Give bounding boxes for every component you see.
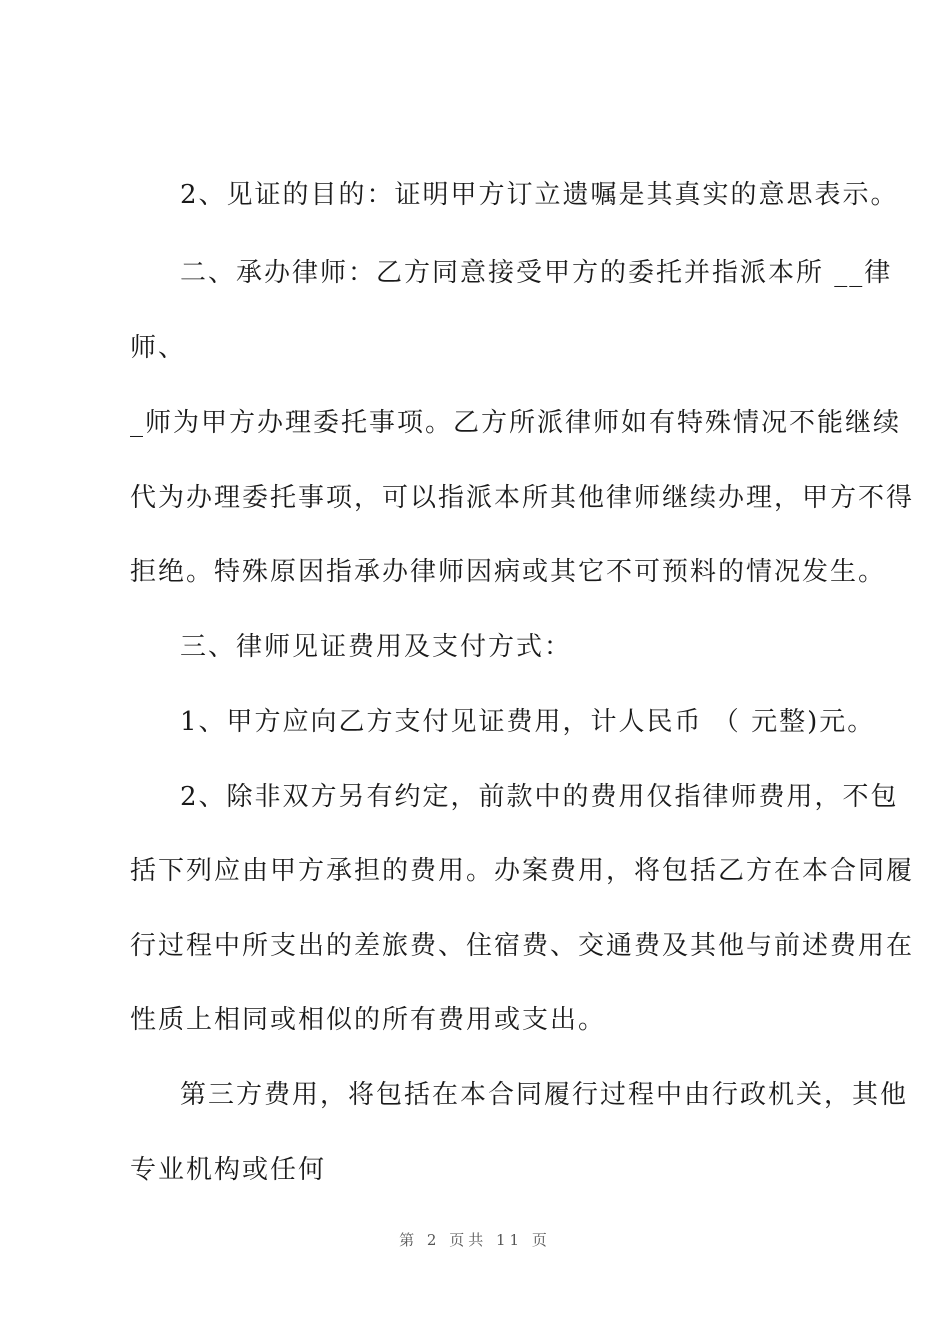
paragraph-line-2: 二、承办律师：乙方同意接受甲方的委托并指派本所 __律 [180, 258, 893, 288]
paragraph-line-4: _师为甲方办理委托事项。乙方所派律师如有特殊情况不能继续 [130, 408, 902, 438]
paragraph-line-10: 括下列应由甲方承担的费用。办案费用，将包括乙方在本合同履 [130, 856, 915, 886]
page-number-footer: 第 2 页共 11 页 [399, 1231, 551, 1249]
paragraph-line-14: 专业机构或任何 [130, 1155, 327, 1185]
paragraph-line-1: 2、见证的目的：证明甲方订立遗嘱是其真实的意思表示。 [180, 180, 899, 210]
paragraph-line-12: 性质上相同或相似的所有费用或支出。 [130, 1005, 607, 1035]
paragraph-line-8: 1、甲方应向乙方支付见证费用，计人民币 （ 元整)元。 [180, 707, 876, 737]
paragraph-line-6: 拒绝。特殊原因指承办律师因病或其它不可预料的情况发生。 [130, 557, 887, 587]
paragraph-line-9: 2、除非双方另有约定，前款中的费用仅指律师费用，不包 [180, 782, 899, 812]
paragraph-line-3: 师、 [130, 333, 187, 363]
section-heading-fees: 三、律师见证费用及支付方式： [180, 632, 573, 662]
paragraph-line-13: 第三方费用，将包括在本合同履行过程中由行政机关，其他 [180, 1080, 909, 1110]
paragraph-line-11: 行过程中所支出的差旅费、住宿费、交通费及其他与前述费用在 [130, 931, 915, 961]
paragraph-line-5: 代为办理委托事项，可以指派本所其他律师继续办理，甲方不得 [130, 483, 915, 513]
